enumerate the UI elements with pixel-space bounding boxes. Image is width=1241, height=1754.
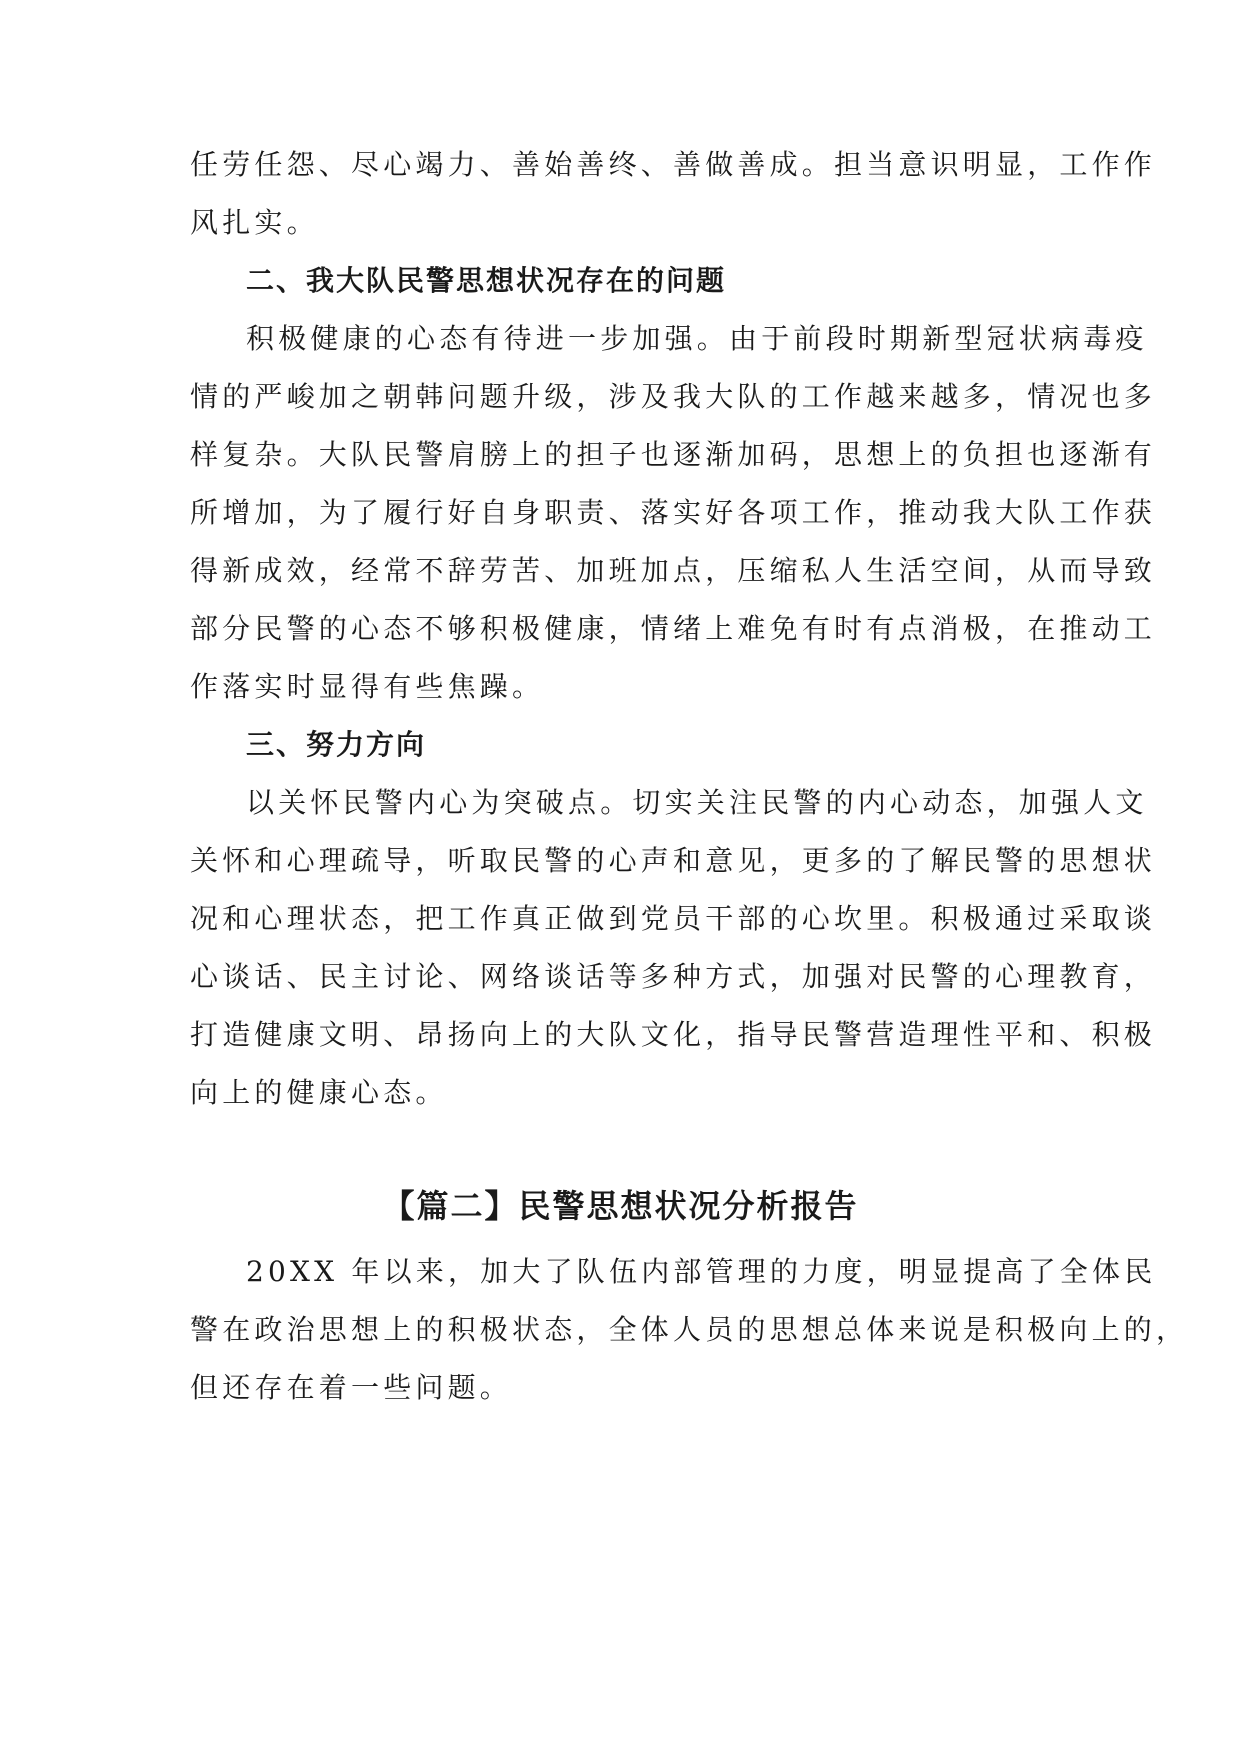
article-title: 【篇二】民警思想状况分析报告 bbox=[382, 1187, 859, 1225]
paragraph-line: 以关怀民警内心为突破点。切实关注民警的内心动态，加强人文 bbox=[246, 786, 1148, 819]
paragraph-line: 样复杂。大队民警肩膀上的担子也逐渐加码，思想上的负担也逐渐有 bbox=[190, 438, 1157, 471]
paragraph-line: 所增加，为了履行好自身职责、落实好各项工作，推动我大队工作获 bbox=[190, 496, 1157, 529]
paragraph-line: 情的严峻加之朝韩问题升级，涉及我大队的工作越来越多，情况也多 bbox=[190, 380, 1157, 413]
paragraph-line: 部分民警的心态不够积极健康，情绪上难免有时有点消极，在推动工 bbox=[190, 612, 1157, 645]
paragraph-line: 关怀和心理疏导，听取民警的心声和意见，更多的了解民警的思想状 bbox=[190, 844, 1157, 877]
paragraph-line: 况和心理状态，把工作真正做到党员干部的心坎里。积极通过采取谈 bbox=[190, 902, 1157, 935]
paragraph-line: 积极健康的心态有待进一步加强。由于前段时期新型冠状病毒疫 bbox=[246, 322, 1148, 355]
paragraph-line: 打造健康文明、昂扬向上的大队文化，指导民警营造理性平和、积极 bbox=[190, 1018, 1157, 1051]
paragraph-line: 任劳任怨、尽心竭力、善始善终、善做善成。担当意识明显，工作作 bbox=[190, 148, 1157, 181]
paragraph-line: 心谈话、民主讨论、网络谈话等多种方式，加强对民警的心理教育， bbox=[190, 960, 1157, 993]
paragraph-line: 向上的健康心态。 bbox=[190, 1076, 448, 1109]
paragraph-line: 20XX 年以来，加大了队伍内部管理的力度，明显提高了全体民 bbox=[246, 1255, 1157, 1288]
paragraph-line: 得新成效，经常不辞劳苦、加班加点，压缩私人生活空间，从而导致 bbox=[190, 554, 1157, 587]
paragraph-line: 作落实时显得有些焦躁。 bbox=[190, 670, 545, 703]
section-heading-direction: 三、努力方向 bbox=[246, 728, 427, 761]
paragraph-line: 警在政治思想上的积极状态，全体人员的思想总体来说是积极向上的， bbox=[190, 1313, 1189, 1346]
paragraph-line: 但还存在着一些问题。 bbox=[190, 1371, 513, 1404]
section-heading-problems: 二、我大队民警思想状况存在的问题 bbox=[246, 264, 727, 297]
paragraph-line: 风扎实。 bbox=[190, 206, 319, 239]
